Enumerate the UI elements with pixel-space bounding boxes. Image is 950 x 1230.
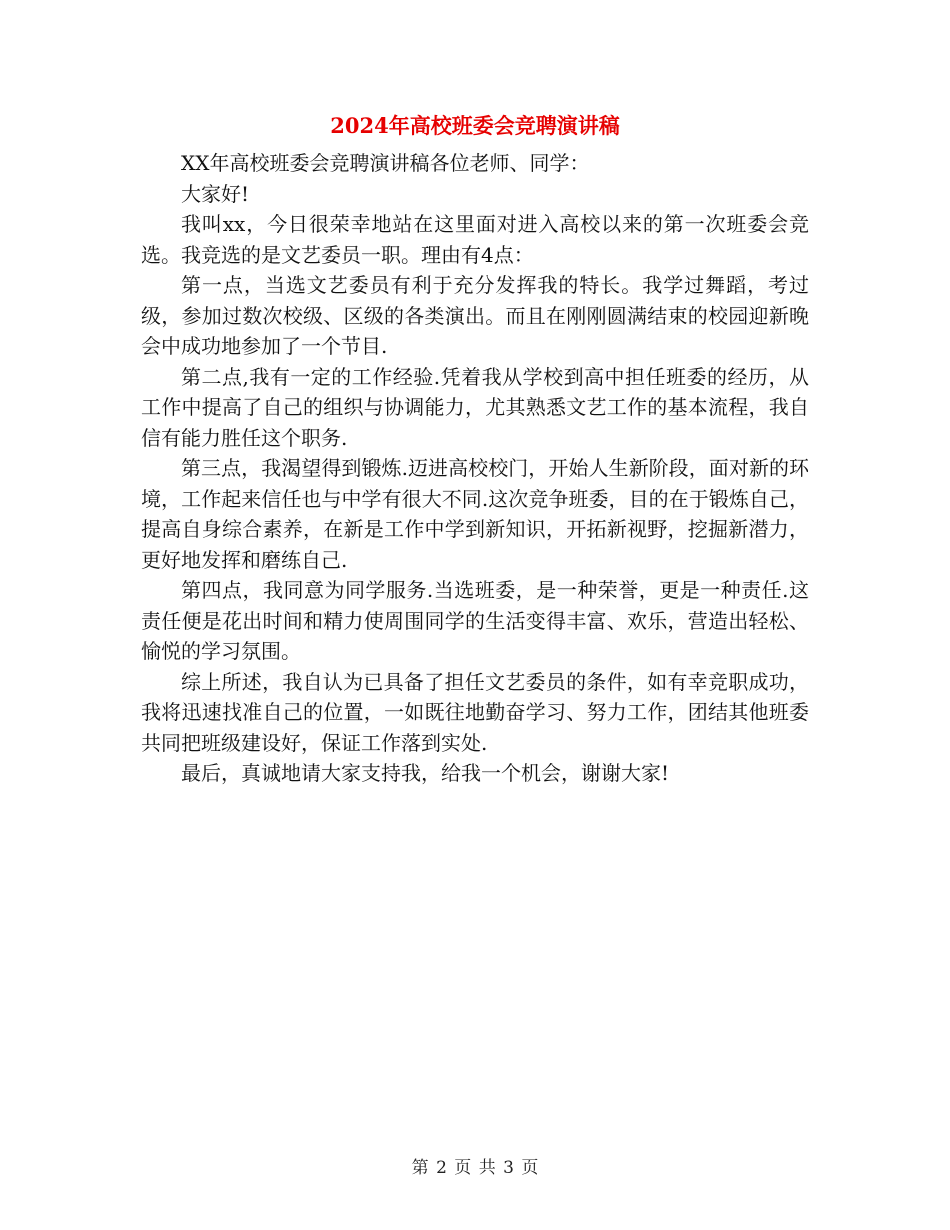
page-number-footer: 第 2 页 共 3 页 bbox=[411, 1158, 539, 1178]
greeting-paragraph: 大家好! bbox=[181, 181, 250, 206]
document-title: 2024年高校班委会竞聘演讲稿 bbox=[330, 113, 620, 138]
summary-paragraph: 综上所述，我自认为已具备了担任文艺委员的条件，如有幸竞职成功，我将迅速找准自己的位置，一如既往地勤奋学习、努力工作，团结其他班委共同把班级建设好，保证工作落到实处. bbox=[141, 669, 809, 755]
point-one-paragraph: 第一点，当选文艺委员有利于充分发挥我的特长。我学过舞蹈，考过级，参加过数次校级、区级的各类演出。而且在刚刚圆满结束的校园迎新晚会中成功地参加了一个节目. bbox=[141, 273, 809, 358]
point-three-paragraph: 第三点，我渴望得到锻炼.迈进高校校门，开始人生新阶段，面对新的环境，工作起来信任也与中学有很大不同.这次竞争班委，目的在于锻炼自己，提高自身综合素养，在新是工作中学到新知识，开拓新视野，挖掘新潜力，更好地发挥和磨练自己. bbox=[141, 456, 809, 572]
salutation-paragraph: XX年高校班委会竞聘演讲稿各位老师、同学： bbox=[181, 151, 590, 175]
closing-paragraph: 最后，真诚地请大家支持我，给我一个机会，谢谢大家! bbox=[181, 761, 670, 785]
document-body bbox=[141, 148, 809, 789]
intro-paragraph: 我叫xx，今日很荣幸地站在这里面对进入高校以来的第一次班委会竞选。我竞选的是文艺委员一职。理由有4点： bbox=[141, 212, 809, 267]
point-four-paragraph: 第四点，我同意为同学服务.当选班委，是一种荣誉，更是一种责任.这责任便是花出时间和精力使周围同学的生活变得丰富、欢乐，营造出轻松、愉悦的学习氛围。 bbox=[141, 578, 809, 663]
point-two-paragraph: 第二点,我有一定的工作经验.凭着我从学校到高中担任班委的经历，从工作中提高了自己的组织与协调能力，尤其熟悉文艺工作的基本流程，我自信有能力胜任这个职务. bbox=[141, 364, 809, 450]
